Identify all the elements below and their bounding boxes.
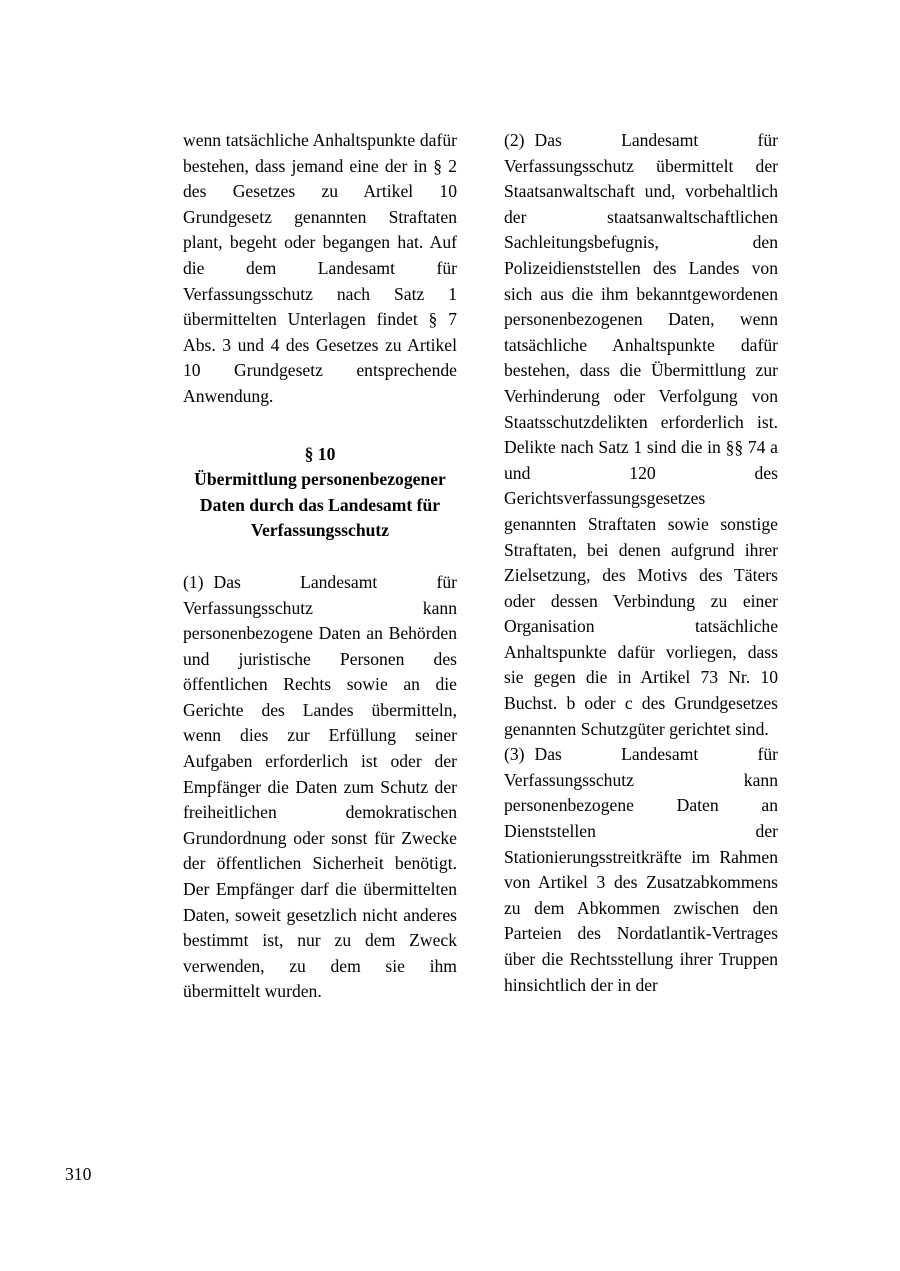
paragraph-3 <box>504 742 778 998</box>
paragraph-1-marker: (1) <box>183 571 204 592</box>
paragraph-1 <box>183 570 457 1005</box>
paragraph-3-text: Das Landesamt für Verfassungsschutz kann personenbezogene Daten an Dienststellen der Stationierungsstreitkräfte im Rahmen von Artikel 3 des Zusatzabkommens zu dem Abkommen zwischen den Parteien des Nordatlantik-Vertrages über die Rechtsstellung ihrer Truppen hinsichtlich der in der <box>504 744 778 995</box>
section-title: Übermittlung personenbezogener Daten durch das Landesamt für Verfassungsschutz <box>194 469 446 541</box>
two-column-body <box>183 128 778 1005</box>
continued-paragraph: wenn tatsächliche Anhaltspunkte dafür bestehen, dass jemand eine der in § 2 des Gesetzes zu Artikel 10 Grundgesetz genannten Straftaten plant, begeht oder begangen hat. Auf die dem Landesamt für Verfassungsschutz nach Satz 1 übermittelten Unterlagen findet § 7 Abs. 3 und 4 des Gesetzes zu Artikel 10 Grundgesetz entsprechende Anwendung. <box>183 130 457 406</box>
right-column <box>504 128 778 1005</box>
paragraph-2-marker: (2) <box>504 130 525 150</box>
paragraph-2 <box>504 128 778 742</box>
left-column <box>183 128 457 1005</box>
section-heading <box>183 442 457 544</box>
page-number: 310 <box>65 1164 92 1184</box>
paragraph-3-marker: (3) <box>504 744 525 765</box>
paragraph-2-text: Das Landesamt für Verfassungsschutz übermittelt der Staatsanwaltschaft und, vorbehaltlich der staatsanwaltschaftlichen Sachleitungsbefugnis, den Polizeidienststellen des Landes von sich aus die ihm bekanntgewordenen personenbezogenen Daten, wenn tatsächliche Anhaltspunkte dafür bestehen, dass die Übermittlung zur Verhinderung oder Verfolgung von Staatsschutzdelikten erforderlich ist. Delikte nach Satz 1 sind die in §§ 74 a und 120 des Gerichtsverfassungsgesetzes genannten Straftaten sowie sonstige Straftaten, bei denen aufgrund ihrer Zielsetzung, des Motivs des Täters oder dessen Verbindung zu einer Organisation tatsächliche Anhaltspunkte dafür vorliegen, dass sie gegen die in Artikel 73 Nr. 10 Buchst. b oder c des Grundgesetzes genannten Schutzgüter gerichtet sind. <box>504 130 778 739</box>
section-number: § 10 <box>304 443 336 464</box>
paragraph-1-text: Das Landesamt für Verfassungsschutz kann personenbezogene Daten an Behörden und juristische Personen des öffentlichen Rechts sowie an die Gerichte des Landes übermitteln, wenn dies zur Erfüllung seiner Aufgaben erforderlich ist oder der Empfänger die Daten zum Schutz der freiheitlichen demokratischen Grundordnung oder sonst für Zwecke der öffentlichen Sicherheit benötigt. Der Empfänger darf die übermittelten Daten, soweit gesetzlich nicht anderes bestimmt ist, nur zu dem Zweck verwenden, zu dem sie ihm übermittelt wurden. <box>183 571 457 1002</box>
